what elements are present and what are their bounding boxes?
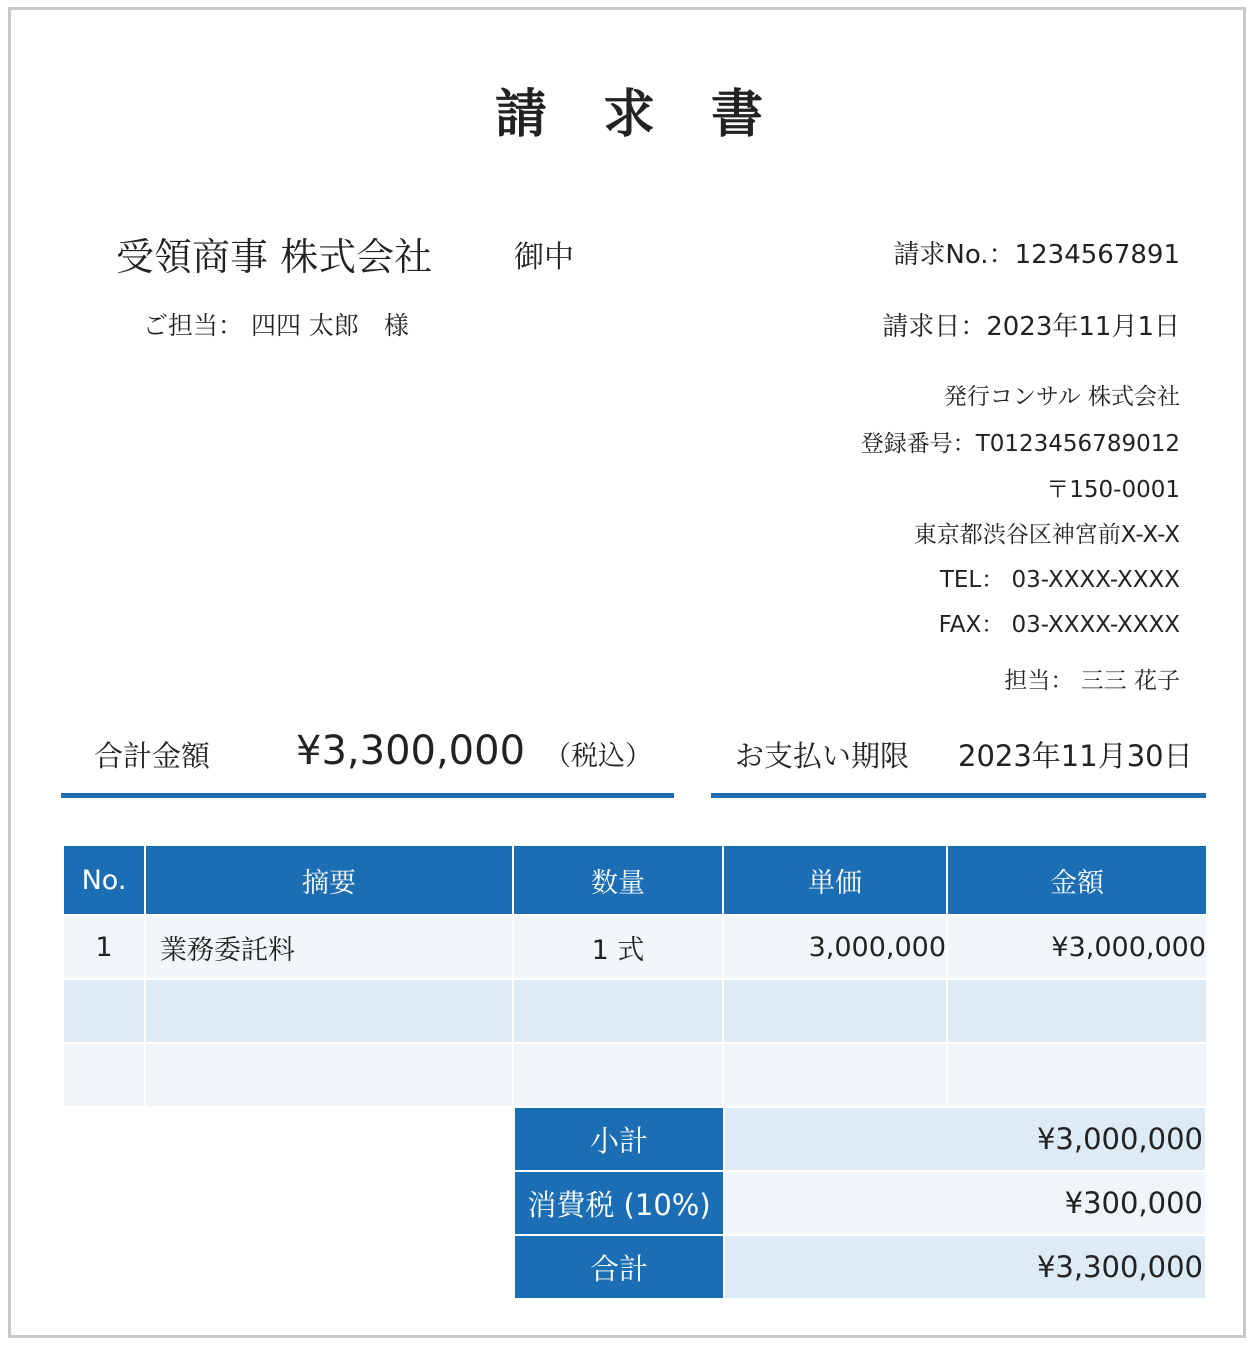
total-underline bbox=[61, 793, 674, 798]
due-underline bbox=[711, 793, 1206, 798]
issuer-address: 東京都渋谷区神宮前X-X-X bbox=[913, 522, 1180, 548]
subtotal-value: ¥3,000,000 bbox=[724, 1107, 1206, 1171]
header-unit-price: 単価 bbox=[723, 845, 947, 915]
due-date: 2023年11月30日 bbox=[958, 739, 1193, 773]
issuer-postal: 〒150-0001 bbox=[1046, 477, 1180, 503]
table-header-row bbox=[63, 845, 1207, 915]
row-description: 業務委託料 bbox=[145, 915, 513, 979]
row-description bbox=[145, 979, 513, 1043]
tax-label: 消費税 (10%) bbox=[514, 1171, 724, 1235]
row-amount: ¥3,000,000 bbox=[947, 915, 1207, 979]
issuer-staff: 担当： 三三 花子 bbox=[1004, 668, 1180, 694]
grand-total-value: ¥3,300,000 bbox=[724, 1235, 1206, 1299]
header-description: 摘要 bbox=[145, 845, 513, 915]
client-honorific: 御中 bbox=[514, 240, 574, 275]
row-unit-price: 3,000,000 bbox=[723, 915, 947, 979]
header-amount: 金額 bbox=[947, 845, 1207, 915]
row-quantity bbox=[513, 979, 723, 1043]
row-unit-price bbox=[723, 979, 947, 1043]
subtotal-row bbox=[514, 1107, 1206, 1171]
tax-row bbox=[514, 1171, 1206, 1235]
grand-total-row bbox=[514, 1235, 1206, 1299]
total-label: 合計金額 bbox=[94, 739, 211, 773]
row-amount bbox=[947, 979, 1207, 1043]
table-row bbox=[63, 1043, 1207, 1107]
issuer-tel: TEL： 03-XXXX-XXXX bbox=[939, 567, 1180, 593]
issuer-company: 発行コンサル 株式会社 bbox=[943, 384, 1180, 410]
row-no bbox=[63, 979, 145, 1043]
tax-included-note: （税込） bbox=[544, 741, 652, 772]
issuer-registration: 登録番号：T0123456789012 bbox=[860, 431, 1180, 457]
row-unit-price bbox=[723, 1043, 947, 1107]
invoice-number: 請求No.：1234567891 bbox=[893, 240, 1180, 270]
issuer-fax: FAX： 03-XXXX-XXXX bbox=[938, 612, 1180, 638]
row-quantity bbox=[513, 1043, 723, 1107]
table-row bbox=[63, 979, 1207, 1043]
due-label: お支払い期限 bbox=[735, 739, 910, 773]
invoice-date: 請求日：2023年11月1日 bbox=[882, 312, 1180, 342]
document-title: 請求書 bbox=[494, 85, 819, 145]
header-quantity: 数量 bbox=[513, 845, 723, 915]
summary-table bbox=[513, 1106, 1207, 1300]
row-no bbox=[63, 1043, 145, 1107]
row-amount bbox=[947, 1043, 1207, 1107]
table-row bbox=[63, 915, 1207, 979]
client-name: 受領商事 株式会社 bbox=[116, 235, 433, 279]
subtotal-label: 小計 bbox=[514, 1107, 724, 1171]
line-items-table bbox=[62, 844, 1208, 1108]
client-contact: ご担当： 四四 太郎 様 bbox=[143, 311, 409, 340]
row-description bbox=[145, 1043, 513, 1107]
row-quantity: 1 式 bbox=[513, 915, 723, 979]
grand-total-label: 合計 bbox=[514, 1235, 724, 1299]
row-no: 1 bbox=[63, 915, 145, 979]
total-amount: ¥3,300,000 bbox=[296, 728, 526, 774]
header-no: No. bbox=[63, 845, 145, 915]
tax-value: ¥300,000 bbox=[724, 1171, 1206, 1235]
